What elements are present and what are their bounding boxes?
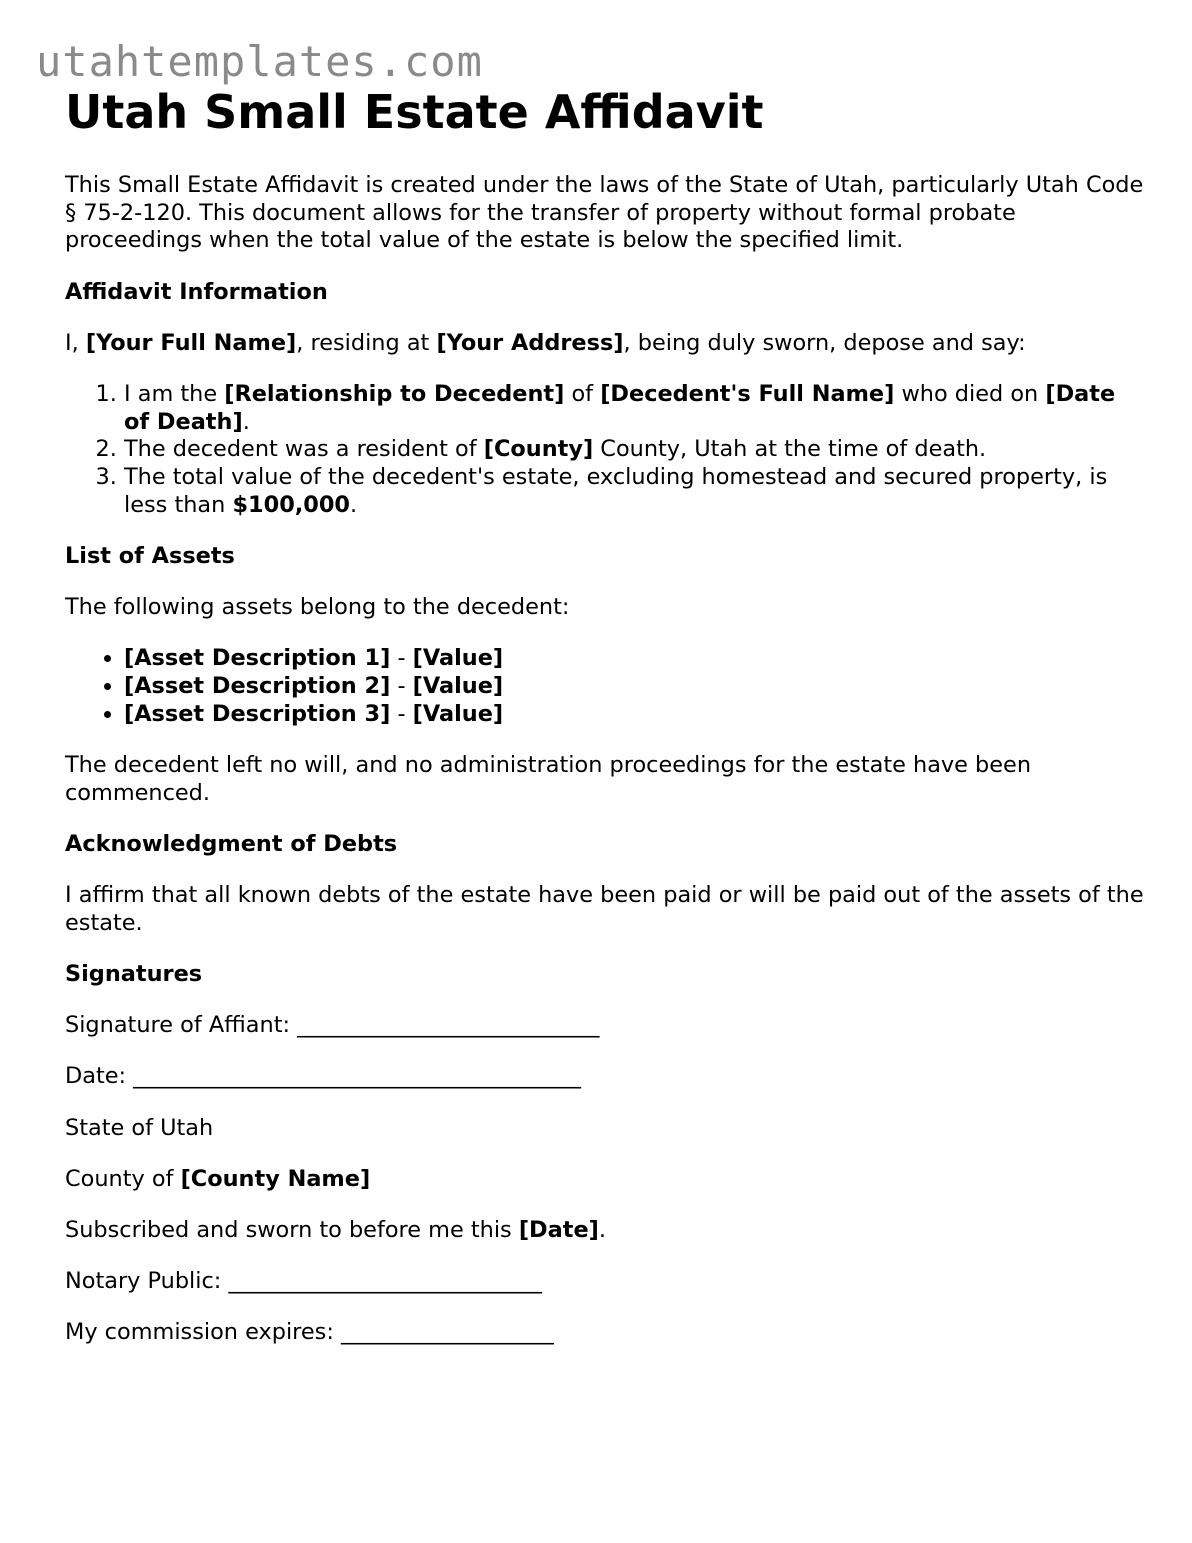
sworn-line — [65, 1217, 1145, 1245]
no-will-statement: The decedent left no will, and no administration proceedings for the estate have been commenced. — [65, 752, 1032, 806]
assets-list — [65, 645, 1145, 728]
text-fragment: . — [350, 491, 358, 518]
text-fragment: County, Utah at the time of death. — [593, 436, 987, 463]
text-fragment: who died on — [894, 381, 1046, 408]
text-fragment: County of — [65, 1165, 181, 1192]
text-fragment: The decedent was a resident of — [124, 436, 484, 463]
asset-description-placeholder: [Asset Description 1] — [124, 645, 391, 672]
affiant-statement — [65, 330, 1145, 358]
county-placeholder: [County] — [483, 436, 594, 463]
separator: - — [390, 700, 413, 727]
asset-value-placeholder: [Value] — [412, 673, 504, 700]
assets-heading: List of Assets — [65, 543, 235, 570]
watermark: utahtemplates.com — [36, 37, 483, 86]
text-fragment: of — [564, 381, 601, 408]
list-item — [124, 645, 1145, 673]
statement-item — [124, 436, 1145, 464]
debts-heading: Acknowledgment of Debts — [65, 830, 398, 857]
document-body — [65, 172, 1145, 1371]
list-item — [124, 701, 1145, 729]
notary-signature-line: Notary Public: ____________________________ — [65, 1268, 542, 1295]
text-fragment: . — [242, 408, 250, 435]
list-item — [124, 673, 1145, 701]
statement-item — [124, 464, 1145, 519]
text-fragment: The total value of the decedent's estate, excluding homestead and secured property, is less than — [124, 464, 1108, 518]
text-fragment: Subscribed and sworn to before me this — [65, 1217, 519, 1244]
text-fragment: , being duly sworn, depose and say: — [623, 329, 1026, 356]
separator: - — [390, 673, 413, 700]
statement-item — [124, 381, 1145, 436]
asset-value-placeholder: [Value] — [412, 700, 504, 727]
text-fragment: , residing at — [296, 329, 437, 356]
asset-description-placeholder: [Asset Description 3] — [124, 700, 391, 727]
page-title: Utah Small Estate Affidavit — [65, 85, 764, 139]
county-line — [65, 1166, 1145, 1194]
relationship-placeholder: [Relationship to Decedent] — [224, 381, 565, 408]
state-line: State of Utah — [65, 1114, 214, 1141]
affiant-address-placeholder: [Your Address] — [436, 329, 624, 356]
intro-paragraph: This Small Estate Affidavit is created under the laws of the State of Utah, particularly Utah Code § 75-2-120. This document allows for the transfer of property without formal probate proceedings when the total value of the estate is below the specified limit. — [65, 172, 1144, 254]
county-name-placeholder: [County Name] — [180, 1165, 371, 1192]
statements-list — [65, 381, 1145, 520]
text-fragment: I, — [65, 329, 86, 356]
estate-limit-amount: $100,000 — [232, 491, 351, 518]
asset-value-placeholder: [Value] — [412, 645, 504, 672]
affidavit-info-heading: Affidavit Information — [65, 278, 328, 305]
text-fragment: I am the — [124, 381, 225, 408]
date-of-death-placeholder: [Date of Death] — [124, 381, 1116, 435]
debts-statement: I affirm that all known debts of the estate have been paid or will be paid out of the assets of the estate. — [65, 882, 1144, 936]
affiant-signature-line: Signature of Affiant: ___________________________ — [65, 1012, 600, 1039]
decedent-name-placeholder: [Decedent's Full Name] — [600, 381, 895, 408]
asset-description-placeholder: [Asset Description 2] — [124, 673, 391, 700]
sworn-date-placeholder: [Date] — [518, 1217, 599, 1244]
separator: - — [390, 645, 413, 672]
text-fragment: . — [598, 1217, 607, 1244]
affiant-name-placeholder: [Your Full Name] — [85, 329, 297, 356]
date-line: Date: ________________________________________ — [65, 1063, 581, 1090]
assets-intro: The following assets belong to the decedent: — [65, 594, 570, 621]
commission-expiry-line: My commission expires: ___________________ — [65, 1319, 554, 1346]
signatures-heading: Signatures — [65, 961, 203, 988]
